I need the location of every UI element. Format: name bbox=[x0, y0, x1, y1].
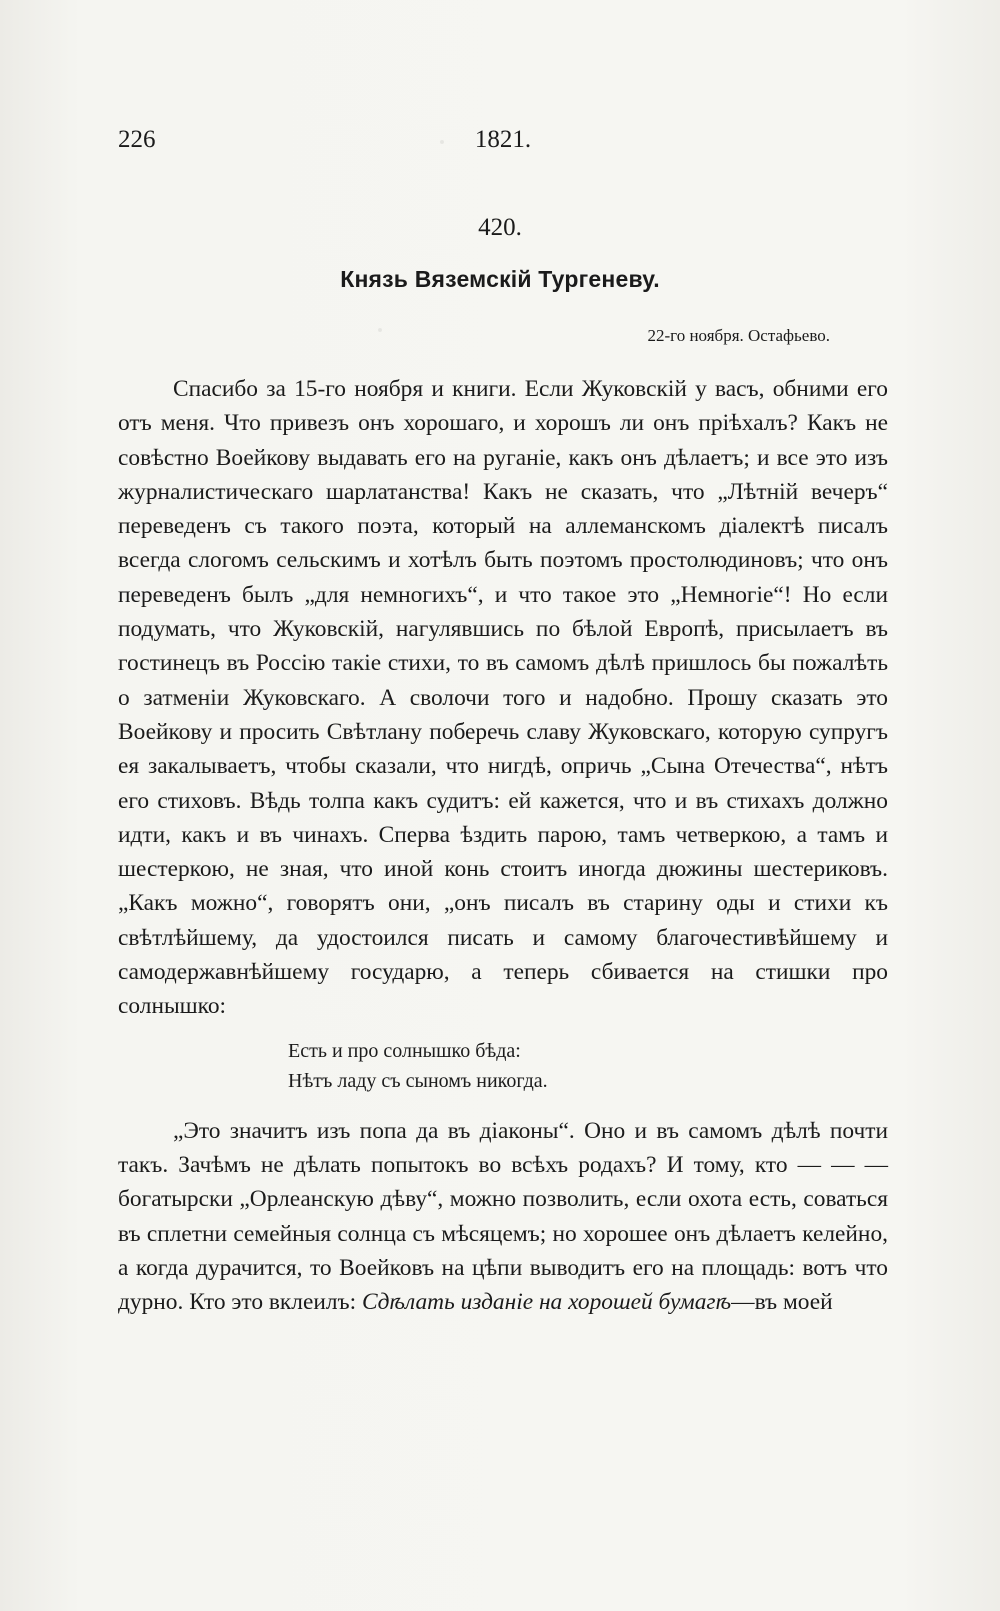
paragraph bbox=[118, 1114, 888, 1320]
verse-line: Есть и про солнышко бѣда: bbox=[288, 1039, 521, 1062]
paragraph-text: „Это значитъ изъ попа да въ діаконы“. Оно и въ самомъ дѣлѣ почти такъ. Зачѣмъ не дѣлать попытокъ во всѣхъ родахъ? И тому, кто — — — богатырски „Орлеанскую дѣву“, можно позволить, если охота есть, соваться въ сплетни семейныя солнца съ мѣсяцемъ; но хорошее онъ дѣлаетъ келейно, а когда дурачится, то Воейковъ на цѣпи выводитъ его на площадь: вотъ что дурно. Кто это вклеилъ: bbox=[118, 1117, 888, 1316]
italic-quote: Сдѣлать изданіе на хорошей бумагѣ bbox=[361, 1289, 732, 1316]
page-number: 226 bbox=[118, 126, 156, 153]
verse-line: Нѣтъ ладу съ сыномъ никогда. bbox=[288, 1069, 548, 1092]
letter-body bbox=[118, 372, 888, 1319]
paragraph-text: —въ моей bbox=[731, 1289, 833, 1316]
paragraph: Спасибо за 15-го ноября и книги. Если Жуковскій у васъ, обними его отъ меня. Что привезъ онъ хорошаго, и хорошъ ли онъ пріѣхалъ? Какъ не совѣстно Воейкову выдавать его на руганіе, какъ онъ дѣлаетъ; и все это изъ журналистическаго шарлатанства! Какъ не сказать, что „Лѣтній вечеръ“ переведенъ съ такого поэта, который на аллеманскомъ діалектѣ писалъ всегда слогомъ сельскимъ и хотѣлъ быть поэтомъ простолюдиновъ; что онъ переведенъ былъ „для немногихъ“, и что такое это „Немногіе“! Но если подумать, что Жуковскій, нагулявшись по бѣлой Европѣ, присылаетъ въ гостинецъ въ Россію такіе стихи, то въ самомъ дѣлѣ пришлось бы пожалѣть о затменіи Жуковскаго. А сволочи того и надобно. Прошу сказать это Воейкову и просить Свѣтлану поберечь славу Жуковскаго, которую супругъ ея закалываетъ, чтобы сказали, что нигдѣ, опричь „Сына Отечества“, нѣтъ его стиховъ. Вѣдь толпа какъ судитъ: ей кажется, что и въ стихахъ должно идти, какъ и въ чинахъ. Сперва ѣздить парою, тамъ четверкою, а тамъ и шестеркою, не зная, что иной конь стоитъ иногда дюжины шестериковъ. „Какъ можно“, говорятъ они, „онъ писалъ въ старину оды и стихи къ свѣтлѣйшему, да удостоился писать и самому благочестивѣйшему и самодержавнѣйшему государю, а теперь сбивается на стишки про солнышко: bbox=[118, 376, 888, 1020]
verse-quote bbox=[288, 1036, 888, 1096]
letter-title: Князь Вяземскій Тургеневу. bbox=[340, 266, 660, 292]
ink-smudge bbox=[378, 328, 382, 332]
running-head-year: 1821. bbox=[474, 126, 532, 153]
running-head bbox=[118, 126, 888, 160]
letter-number: 420. bbox=[478, 214, 522, 241]
letter-dateline: 22-го ноября. Остафьево. bbox=[647, 326, 830, 345]
